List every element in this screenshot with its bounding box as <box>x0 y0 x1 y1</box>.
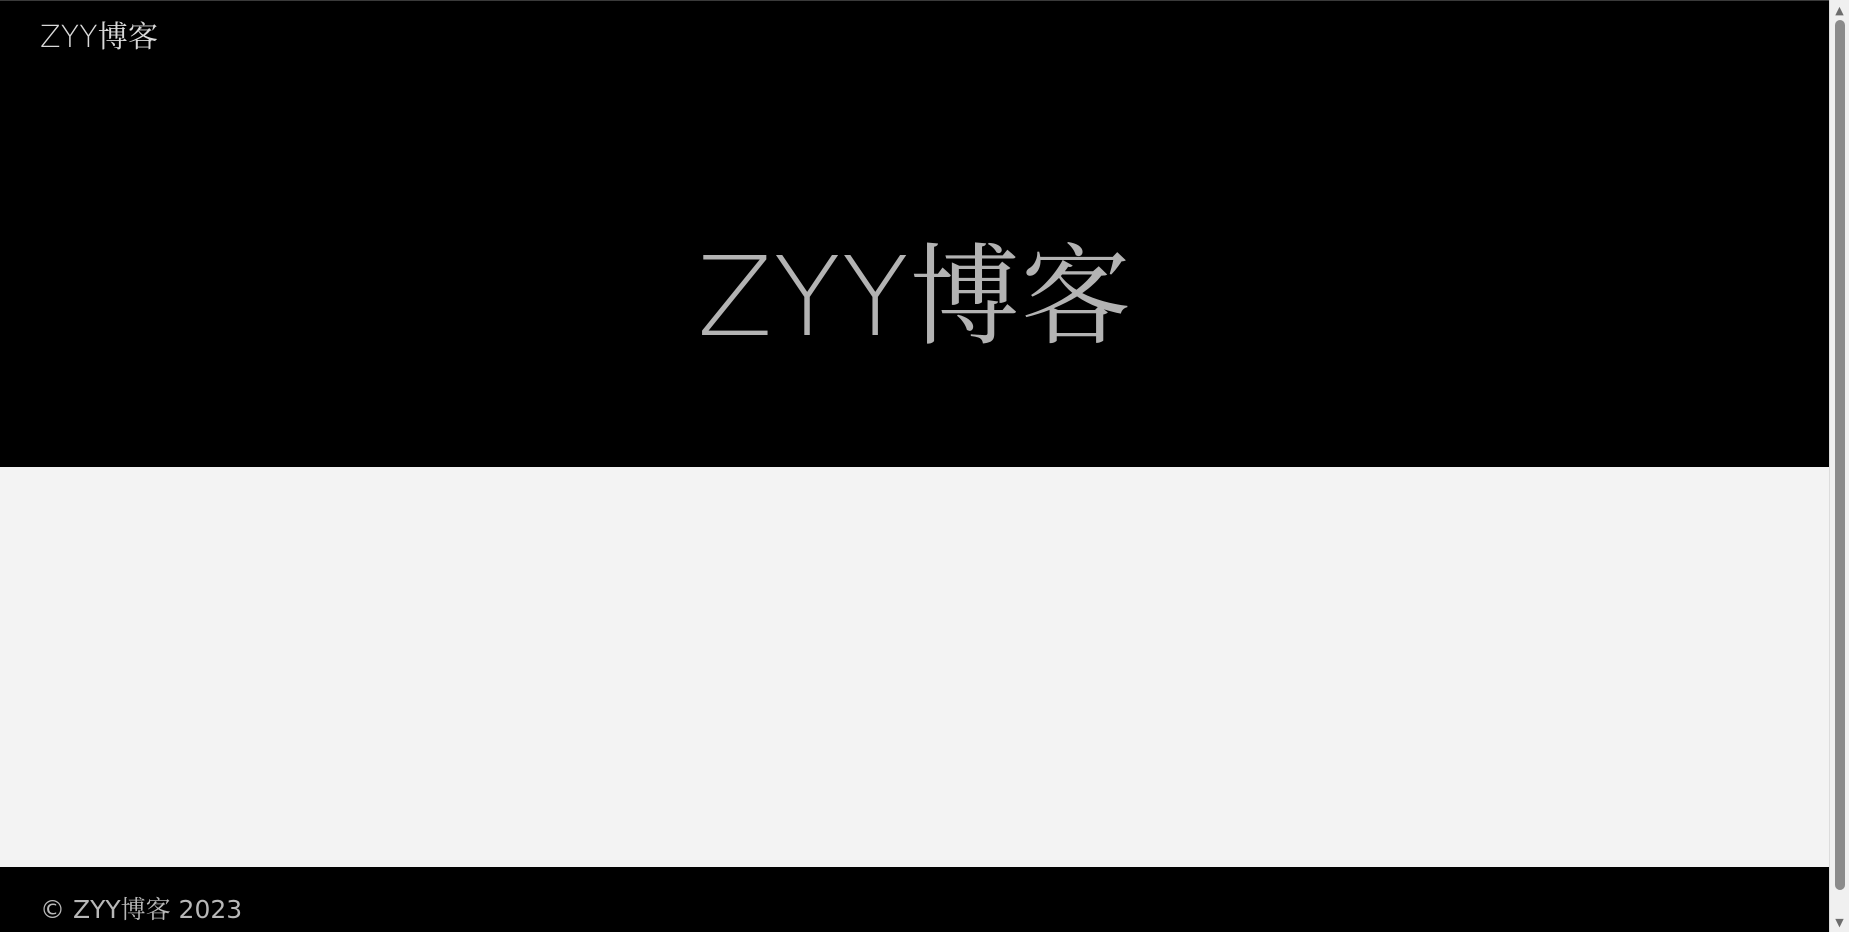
site-brand-link[interactable]: ZYY博客 <box>40 20 159 55</box>
hero-title: ZYY博客 <box>697 232 1132 361</box>
scroll-up-icon[interactable]: ▲ <box>1835 3 1844 17</box>
footer-copyright: © ZYY博客 2023 <box>40 895 243 924</box>
scroll-down-icon[interactable]: ▼ <box>1835 915 1844 929</box>
hero-banner <box>0 0 1829 467</box>
vertical-scrollbar[interactable] <box>1829 0 1849 932</box>
scrollbar-thumb[interactable] <box>1835 20 1845 890</box>
main-content-area <box>0 467 1829 867</box>
site-footer <box>0 867 1829 932</box>
